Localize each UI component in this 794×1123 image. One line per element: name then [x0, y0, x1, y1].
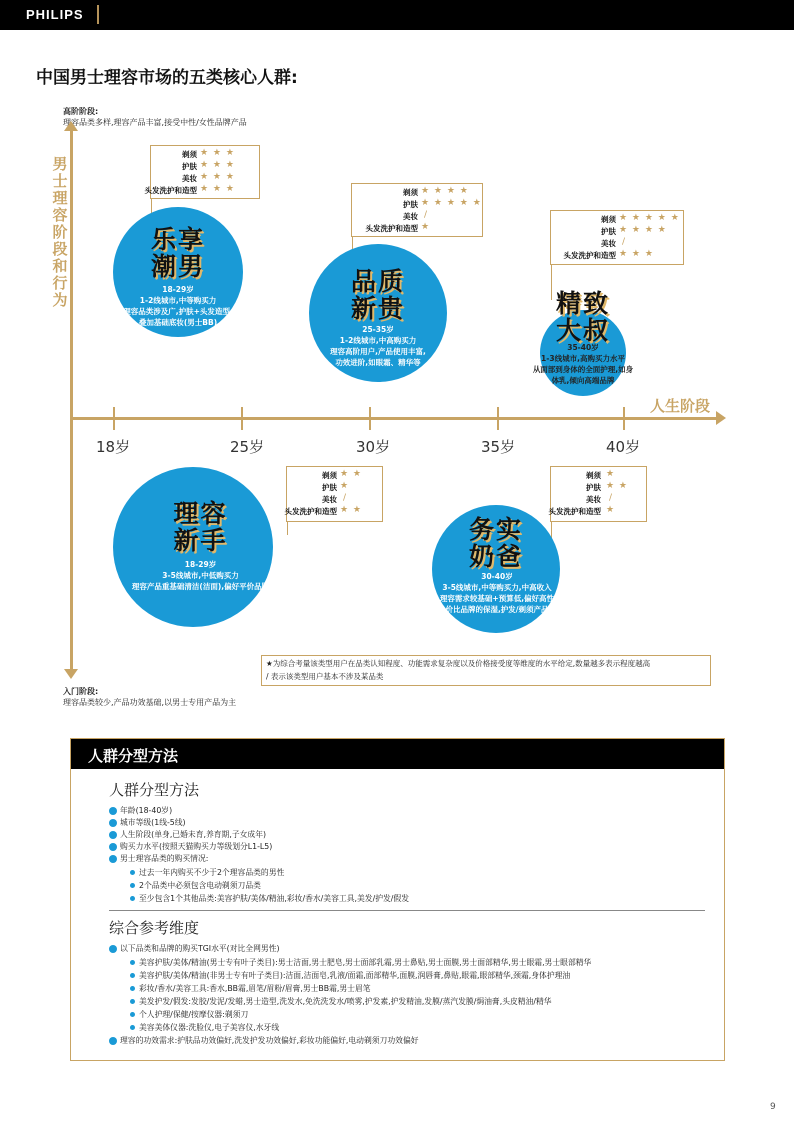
rating-box-beginner: 剃须 ★ ★ 护肤 ★ 美妆 / 头发洗护和造型 ★ ★: [286, 466, 383, 522]
segment-desc-trendy: 18-29岁 1-2线城市,中等购买力 理容品类涉及广,护肤+头发造型, 叠加基础底妆(男士BB): [123, 285, 233, 327]
stars-shave: ★ ★: [340, 469, 362, 479]
stars-shave: ★ ★ ★: [200, 148, 235, 158]
stars-makeup: /: [622, 237, 627, 247]
tick-35: [497, 407, 499, 430]
bullet-dot: [109, 819, 117, 827]
rating-box-dad: 剃须 ★ 护肤 ★ ★ 美妆 / 头发洗护和造型 ★: [550, 466, 647, 522]
tick-25: [241, 407, 243, 430]
sub-bullet-dot: [130, 883, 135, 888]
stars-shave: ★: [606, 469, 616, 479]
sub-bullet-dot: [130, 986, 135, 991]
segment-title-trendy: 乐享 潮男: [150, 225, 205, 281]
sub-bullet-dot: [130, 973, 135, 978]
segment-desc-beginner: 18-29岁 3-5线城市,中低购买力 理容产品重基础清洁(洁面),偏好平价品牌: [131, 560, 270, 591]
bullet-dot: [109, 843, 117, 851]
bottom-stage-label: 入门阶段:: [63, 687, 99, 696]
sub-bullet-dot: [130, 896, 135, 901]
rating-box-refined: 剃须 ★ ★ ★ ★ ★ 护肤 ★ ★ ★ ★ 美妆 / 头发洗护和造型 ★ ★ ★: [550, 210, 684, 265]
stars-skin: ★: [340, 481, 350, 491]
reference-item: 以下品类和品牌的购买TGI水平(对比全网男性): [120, 944, 280, 953]
segment-title-refined: 精致 大叔: [555, 289, 610, 345]
legend-line-2: / 表示该类型用户基本不涉及某品类: [266, 672, 384, 681]
segment-title-quality: 品质 新贵: [350, 267, 405, 323]
stars-hair: ★: [606, 505, 616, 515]
stars-makeup: /: [343, 493, 348, 503]
tick-label-25: 25岁: [230, 438, 265, 456]
stars-hair: ★ ★ ★: [619, 249, 654, 259]
brand-logo: PHILIPS: [26, 7, 84, 22]
segment-title-dad: 务实 奶爸: [468, 515, 523, 571]
method-item: 购买力水平(按照天猫购买力等级划分L1-L5): [120, 842, 273, 851]
stars-hair: ★ ★ ★: [200, 184, 235, 194]
sub-bullet-dot: [130, 960, 135, 965]
reference-subtitle: 综合参考维度: [109, 919, 200, 937]
stars-hair: ★: [421, 222, 431, 232]
section-header: 人群分型方法: [71, 739, 724, 769]
stars-hair: ★ ★: [340, 505, 362, 515]
reference-subitem: 美容护肤/美体/精油(男士专有叶子类目):男士洁面,男士肥皂,男士面部乳霜,男士鼻贴,男士面膜,男士面部精华,男士眼霜,男士眼部精华: [139, 958, 592, 967]
tick-label-30: 30岁: [356, 438, 391, 456]
stars-skin: ★ ★ ★ ★: [619, 225, 667, 235]
method-item: 男士理容品类的购买情况:: [120, 854, 209, 863]
segmentation-method-section: [70, 738, 725, 1061]
reference-subitem: 个人护理/保健/按摩仪器:剃须刀: [139, 1010, 249, 1019]
method-item: 城市等级(1线-5线): [120, 818, 186, 827]
stars-skin: ★ ★ ★ ★ ★: [421, 198, 482, 208]
tick-30: [369, 407, 371, 430]
tick-18: [113, 407, 115, 430]
method-subitem: 至少包含1个其他品类:美容护肤/美体/精油,彩妆/香水/美容工具,美发/护发/假发: [139, 894, 410, 903]
sub-bullet-dot: [130, 870, 135, 875]
stars-skin: ★ ★ ★: [200, 160, 235, 170]
section-divider: [109, 910, 705, 911]
method-item: 年龄(18-40岁): [120, 806, 173, 815]
method-subitem: 2个品类中必须包含电动剃须刀品类: [139, 881, 261, 890]
tick-label-18: 18岁: [96, 438, 131, 456]
x-axis-label: 人生阶段: [650, 397, 711, 415]
bullet-dot: [109, 831, 117, 839]
top-bar: [0, 0, 794, 30]
reference-subitem: 美容护肤/美体/精油(非男士专有叶子类目):洁面,洁面皂,乳液/面霜,面部精华,面膜,润唇膏,鼻贴,眼霜,眼部精华,颈霜,身体护理油: [139, 971, 571, 980]
bullet-dot: [109, 945, 117, 953]
top-stage-desc: 理容品类多样,理容产品丰富,接受中性/女性品牌产品: [63, 118, 247, 127]
reference-subitem: 美发护发/假发:发胶/发泥/发蜡,男士造型,洗发水,免洗洗发水/喷雾,护发素,护发精油,发膜/蒸汽发膜/焗油膏,头皮精油/精华: [139, 997, 552, 1006]
sub-bullet-dot: [130, 999, 135, 1004]
stars-skin: ★ ★: [606, 481, 628, 491]
top-stage-label: 高阶阶段:: [63, 107, 99, 116]
stars-makeup: ★ ★ ★: [200, 172, 235, 182]
method-subitem: 过去一年内购买不少于2个理容品类的男性: [139, 868, 285, 877]
reference-item: 理容的功效需求:护肤品功效偏好,洗发护发功效偏好,彩妆功能偏好,电动剃须刀功效偏好: [120, 1036, 419, 1045]
page-title: 中国男士理容市场的五类核心人群:: [36, 68, 298, 88]
y-axis-arrow-down: [64, 669, 78, 679]
rating-box-quality: 剃须 ★ ★ ★ ★ 护肤 ★ ★ ★ ★ ★ 美妆 / 头发洗护和造型 ★: [351, 183, 483, 237]
page-number: 9: [770, 1102, 776, 1112]
stars-shave: ★ ★ ★ ★ ★: [619, 213, 680, 223]
logo-divider: [97, 5, 99, 24]
bullet-dot: [109, 855, 117, 863]
y-axis-label: 男 士 理 容 阶 段 和 行 为: [52, 155, 68, 309]
bullet-dot: [109, 807, 117, 815]
stars-makeup: /: [424, 210, 429, 220]
segment-desc-refined: 35-40岁 1-3线城市,高购买力水平 从面部到身体的全面护理,如身 体乳,倾向高端品牌: [532, 343, 634, 385]
segment-title-beginner: 理容 新手: [173, 499, 228, 555]
stars-makeup: /: [609, 493, 614, 503]
segment-desc-quality: 25-35岁 1-2线城市,中高购买力 理容高阶用户,产品使用丰富, 功效进阶,如眼霜、精华等: [330, 325, 426, 367]
segment-desc-dad: 30-40岁 3-5线城市,中等购买力,中高收入 理容需求较基础+预算低,偏好高性 价比品牌的保湿,护发/剃须产品: [439, 572, 555, 614]
tick-label-35: 35岁: [481, 438, 516, 456]
y-axis-arrow-up: [64, 121, 78, 131]
stars-shave: ★ ★ ★ ★: [421, 186, 469, 196]
bottom-stage-desc: 理容品类较少,产品功效基础,以男士专用产品为主: [63, 698, 237, 707]
reference-subitem: 美容美体仪器:洗脸仪,电子美容仪,水牙线: [139, 1023, 280, 1032]
legend-line-1: ★为综合考量该类型用户在品类认知程度、功能需求复杂度以及价格接受度等维度的水平给定,数量越多表示程度越高: [266, 659, 651, 668]
x-axis-arrow: [716, 411, 726, 425]
sub-bullet-dot: [130, 1025, 135, 1030]
tick-label-40: 40岁: [606, 438, 641, 456]
method-subtitle: 人群分型方法: [109, 781, 200, 799]
reference-subitem: 彩妆/香水/美容工具:香水,BB霜,眉笔/眉粉/眉膏,男士BB霜,男士眉笔: [139, 984, 371, 993]
bullet-dot: [109, 1037, 117, 1045]
rating-legend: [261, 655, 711, 686]
method-item: 人生阶段(单身,已婚未育,养育期,子女成年): [120, 830, 267, 839]
rating-box-trendy: 剃须 ★ ★ ★ 护肤 ★ ★ ★ 美妆 ★ ★ ★ 头发洗护和造型 ★ ★ ★: [150, 145, 260, 199]
sub-bullet-dot: [130, 1012, 135, 1017]
tick-40: [623, 407, 625, 430]
